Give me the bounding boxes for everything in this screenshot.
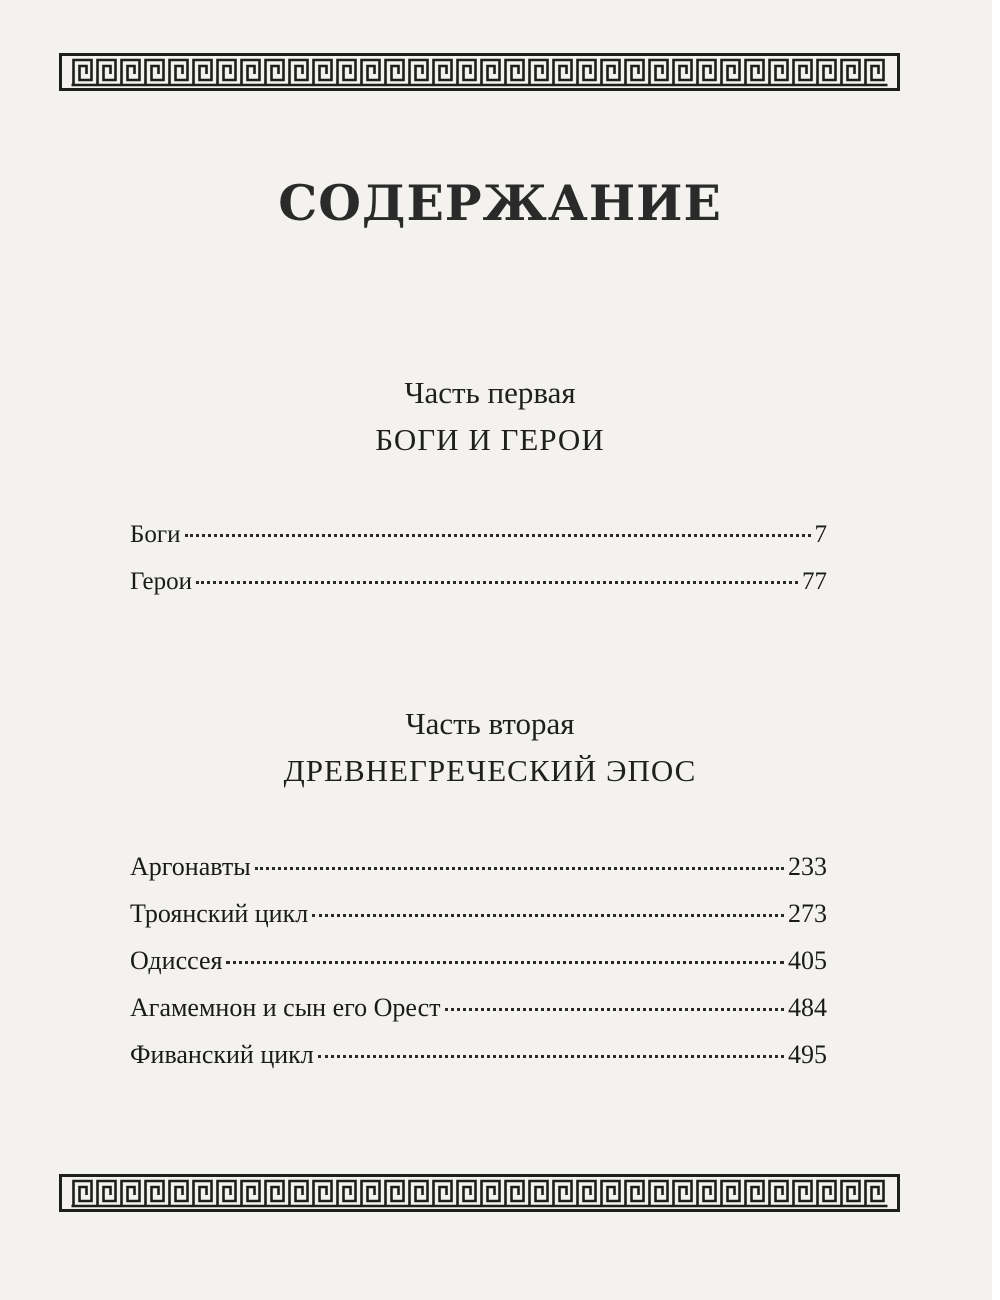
- toc-entry[interactable]: [130, 521, 827, 568]
- toc-entry-page: 495: [788, 1040, 827, 1069]
- dot-leader: [318, 1055, 784, 1058]
- toc-entry[interactable]: [130, 852, 827, 899]
- dot-leader: [255, 867, 784, 870]
- part-two-contents: [130, 852, 827, 1087]
- toc-entry[interactable]: [130, 993, 827, 1040]
- dot-leader: [312, 914, 784, 917]
- part-two-label: Часть вторая: [405, 706, 575, 741]
- greek-key-border-top: [58, 52, 901, 92]
- toc-entry[interactable]: [130, 568, 827, 615]
- toc-entry-page: 273: [788, 899, 827, 928]
- part-one-title: БОГИ И ГЕРОИ: [375, 422, 605, 457]
- dot-leader: [445, 1008, 784, 1011]
- dot-leader: [226, 961, 784, 964]
- toc-entry-page: 7: [814, 521, 827, 548]
- toc-entry-label: Одиссея: [130, 946, 223, 975]
- toc-entry-page: 233: [788, 852, 827, 881]
- part-one-label: Часть первая: [404, 375, 576, 410]
- toc-entry-label: Троянский цикл: [130, 899, 309, 928]
- toc-entry[interactable]: [130, 1040, 827, 1087]
- toc-entry-label: Боги: [130, 521, 181, 548]
- toc-entry-page: 405: [788, 946, 827, 975]
- greek-key-border-bottom: [58, 1173, 901, 1213]
- toc-entry-page: 484: [788, 993, 827, 1022]
- greek-key-pattern: [58, 52, 901, 92]
- toc-entry-page: 77: [802, 568, 827, 595]
- dot-leader: [185, 534, 811, 537]
- meander-motif: [74, 1181, 884, 1206]
- toc-entry-label: Агамемнон и сын его Орест: [130, 993, 441, 1022]
- part-one-contents: [130, 521, 827, 615]
- toc-entry[interactable]: [130, 946, 827, 993]
- toc-entry-label: Фиванский цикл: [130, 1040, 314, 1069]
- dot-leader: [196, 581, 798, 584]
- page-title: СОДЕРЖАНИЕ: [278, 174, 722, 232]
- toc-entry[interactable]: [130, 899, 827, 946]
- meander-motif: [74, 60, 884, 85]
- paper-edge: [992, 0, 1000, 1300]
- greek-key-pattern: [58, 1173, 901, 1213]
- part-two-title: ДРЕВНЕГРЕЧЕСКИЙ ЭПОС: [283, 753, 697, 788]
- toc-entry-label: Герои: [130, 568, 193, 595]
- toc-entry-label: Аргонавты: [130, 852, 251, 881]
